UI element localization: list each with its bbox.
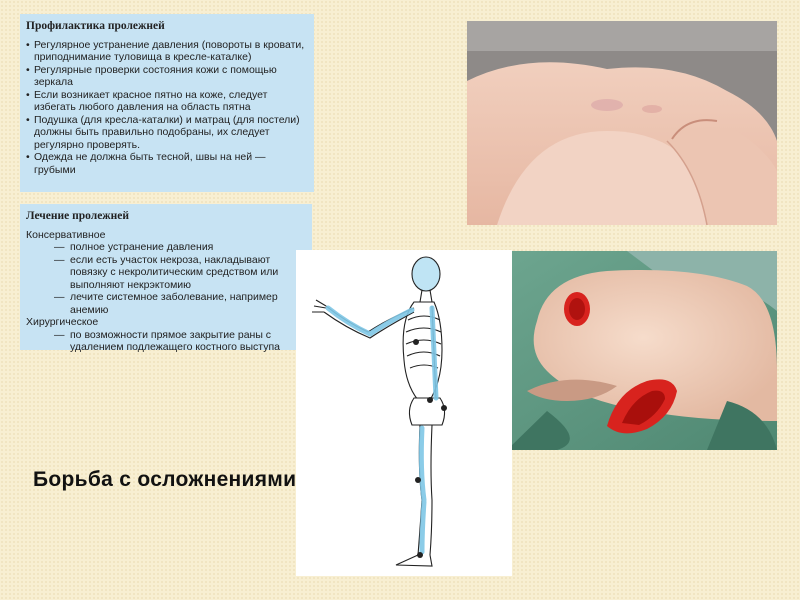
list-item: • Подушка (для кресла-каталки) и матрац (для постели) должны быть правильно подобраны, их следует регулярно проверять. [26, 114, 308, 152]
list-item-text: Одежда не должна быть тесной, швы на ней — грубыми [34, 151, 266, 176]
list-item-text: Регулярное устранение давления (повороты в кровати, приподнимание туловища в кресле-каталке) [34, 38, 305, 63]
list-item: — полное устранение давления [54, 241, 214, 253]
prevention-panel [20, 14, 314, 192]
prevention-title: Профилактика пролежней [26, 20, 165, 32]
treatment-title: Лечение пролежней [26, 210, 130, 222]
slide-title: Борьба с осложнениями [33, 468, 297, 491]
list-item-text: по возможности прямое закрытие раны с удалением подлежащего костного выступа [70, 328, 281, 353]
list-item: • Одежда не должна быть тесной, швы на ней — грубыми [26, 151, 308, 176]
list-item-text: полное устранение давления [70, 241, 214, 253]
list-item-text: лечите системное заболевание, например анемию [70, 291, 278, 316]
list-item-text: Подушка (для кресла-каталки) и матрац (для постели) должны быть правильно подобраны, их следует регулярно проверять. [34, 113, 300, 151]
list-item-text: если есть участок некроза, накладывают повязку с некролитическим средством или выполняют некрэктомию [70, 253, 279, 291]
list-item-text: Регулярные проверки состояния кожи с помощью зеркала [34, 63, 277, 88]
list-item-text: Если возникает красное пятно на коже, следует избегать любого давления на область пятна [34, 88, 268, 113]
list-item: • Регулярное устранение давления (повороты в кровати, приподнимание туловища в кресле-каталке) [26, 39, 308, 64]
list-item: • Регулярные проверки состояния кожи с помощью зеркала [26, 64, 308, 89]
skeleton-illustration [296, 250, 512, 576]
photo-surgical-wounds [467, 251, 777, 450]
treatment-panel [20, 204, 312, 353]
list-item: — лечите системное заболевание, например анемию [26, 291, 306, 316]
conservative-label: Консервативное [26, 228, 106, 241]
surgical-label: Хирургическое [26, 316, 99, 328]
list-item: • Если возникает красное пятно на коже, следует избегать любого давления на область пятна [26, 89, 308, 114]
list-item: — по возможности прямое закрытие раны с удалением подлежащего костного выступа [26, 329, 306, 354]
list-item: — если есть участок некроза, накладывают повязку с некролитическим средством или выполняют некрэктомию [26, 254, 306, 292]
photo-patient-back [467, 21, 777, 225]
